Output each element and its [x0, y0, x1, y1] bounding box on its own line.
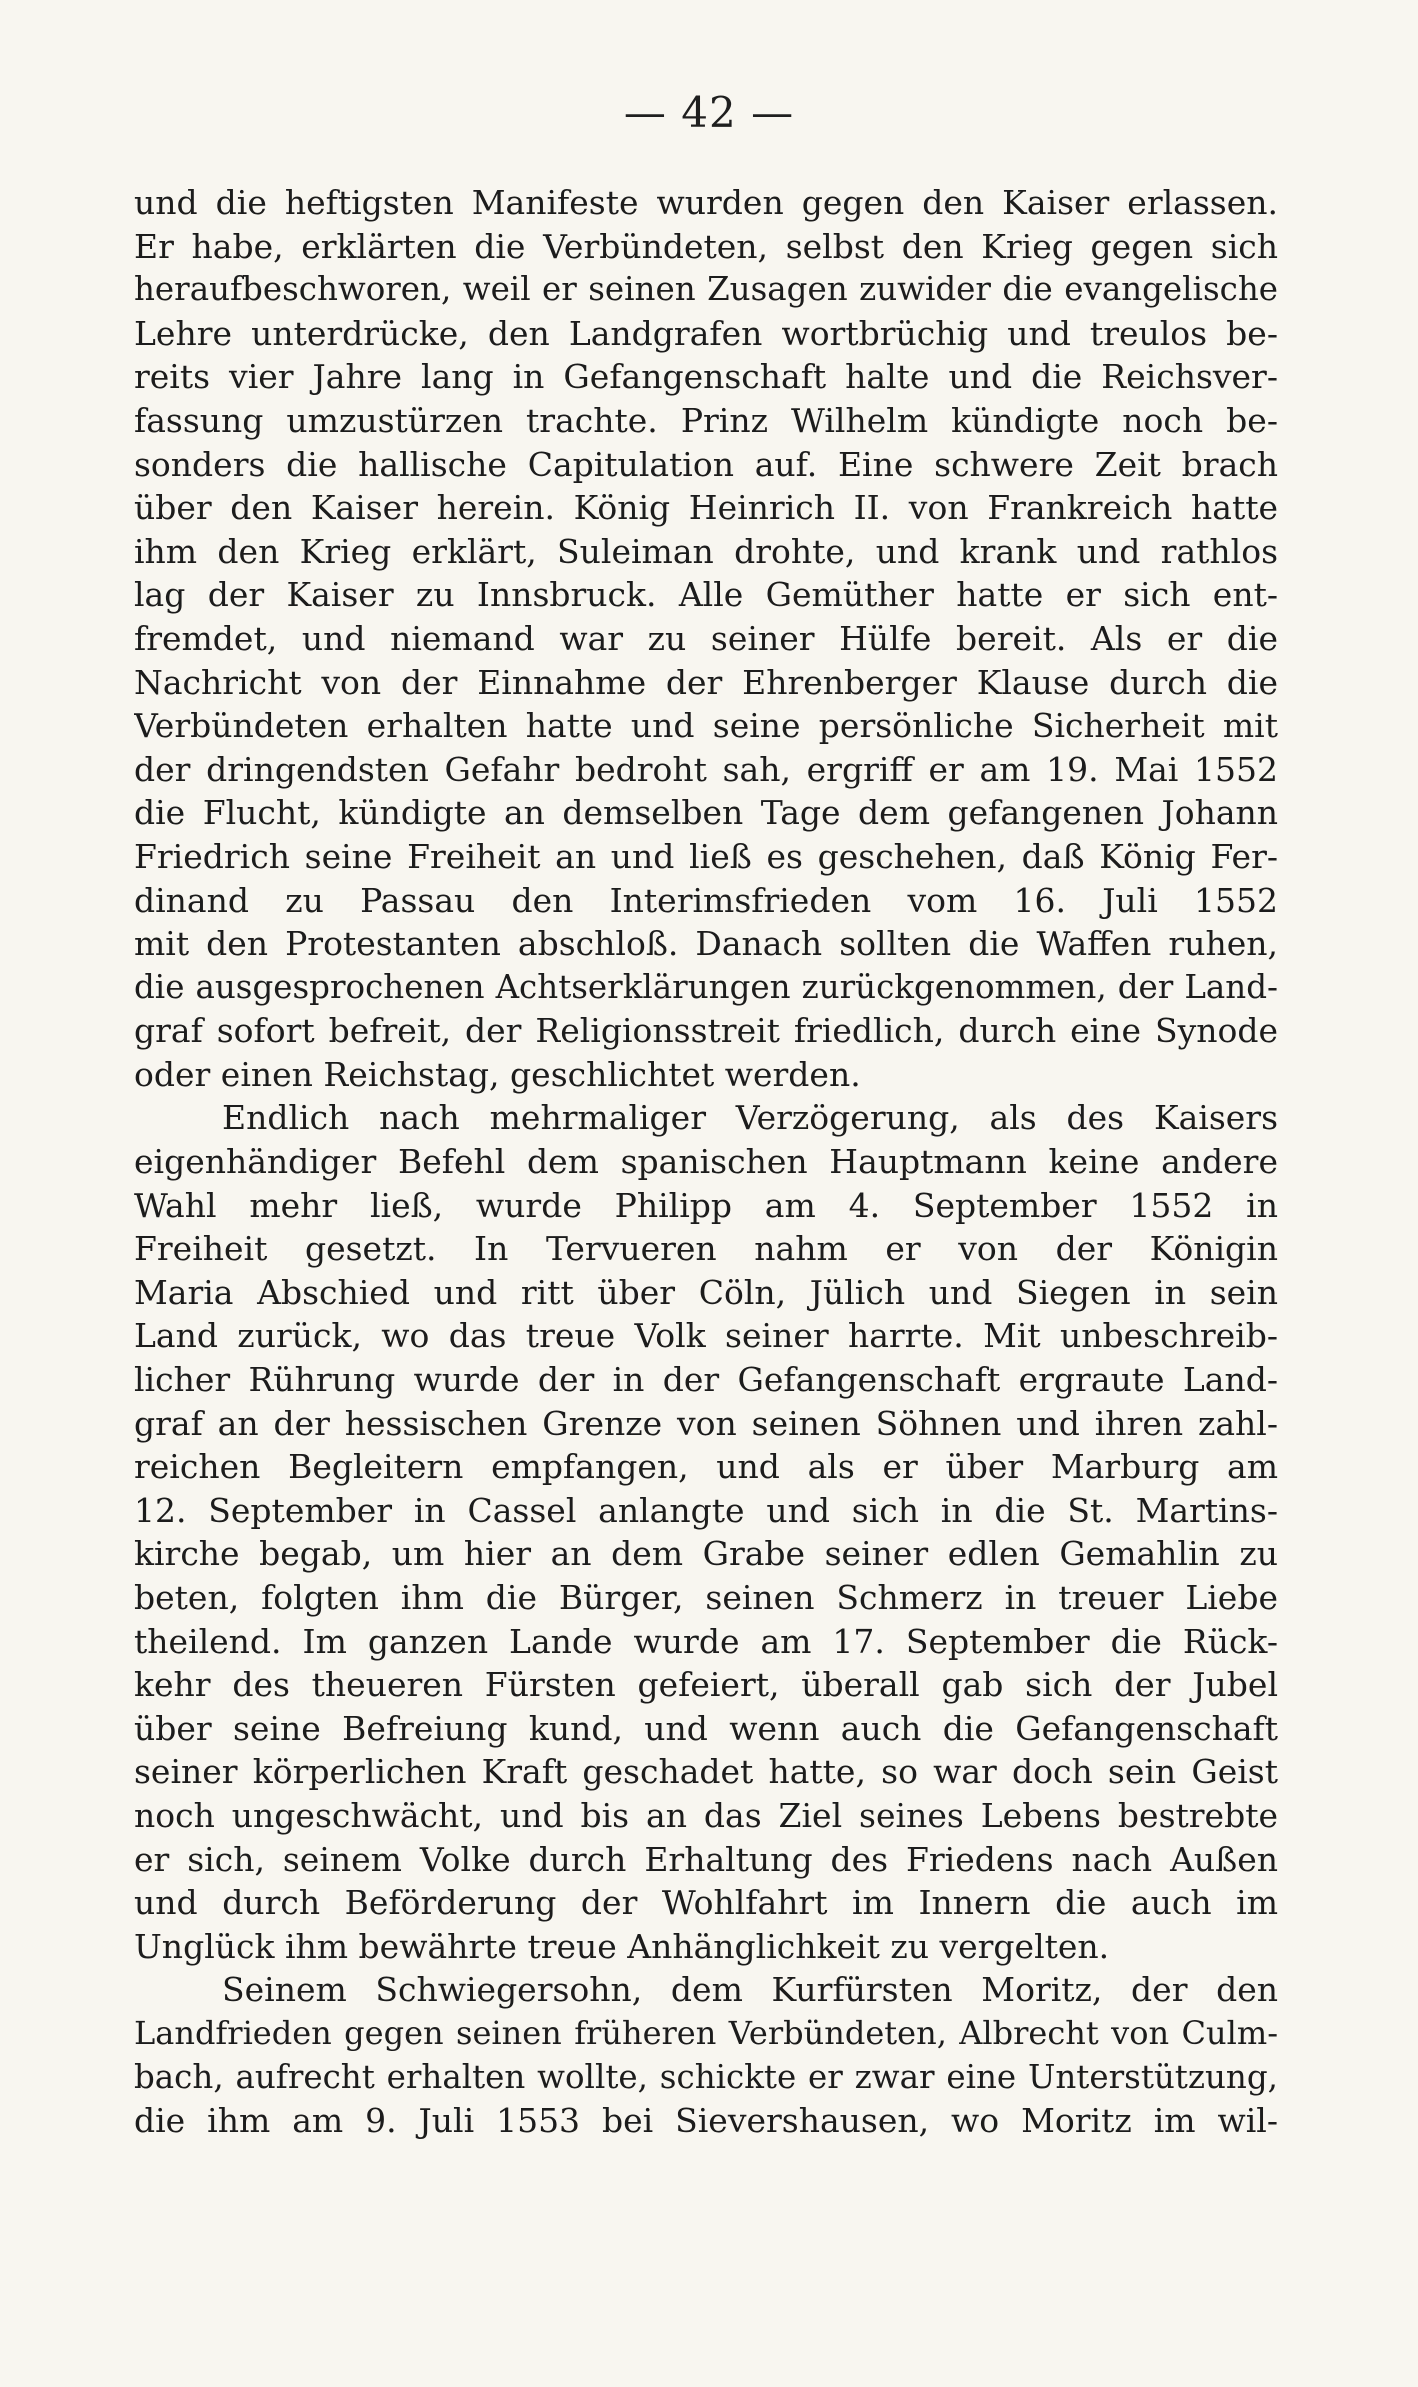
- text-line: fassung umzustürzen trachte. Prinz Wilhelm kündigte noch be-: [134, 400, 1278, 440]
- text-line: kehr des theueren Fürsten gefeiert, überall gab sich der Jubel: [134, 1665, 1278, 1705]
- text-line: lag der Kaiser zu Innsbruck. Alle Gemüther hatte er sich ent-: [134, 575, 1278, 615]
- text-line: Friedrich seine Freiheit an und ließ es geschehen, daß König Fer-: [134, 836, 1278, 876]
- text-line: beten, folgten ihm die Bürger, seinen Schmerz in treuer Liebe: [134, 1578, 1278, 1617]
- text-line: Lehre unterdrücke, den Landgrafen wortbrüchig und treulos be-: [134, 313, 1278, 353]
- text-line: der dringendsten Gefahr bedroht sah, ergriff er am 19. Mai 1552: [134, 749, 1278, 789]
- text-line: fremdet, und niemand war zu seiner Hülfe bereit. Als er die: [134, 618, 1278, 658]
- text-line: graf sofort befreit, der Religionsstreit friedlich, durch eine Synode: [134, 1011, 1278, 1051]
- text-line: mit den Protestanten abschloß. Danach sollten die Waffen ruhen,: [134, 924, 1278, 964]
- text-line: heraufbeschworen, weil er seinen Zusagen zuwider die evangelische: [134, 270, 1278, 309]
- text-line: und durch Beförderung der Wohlfahrt im Innern die auch im: [134, 1883, 1278, 1923]
- body-text: [134, 181, 1278, 2143]
- text-line: Er habe, erklärten die Verbündeten, selbst den Krieg gegen sich: [134, 226, 1278, 266]
- text-line: 12. September in Cassel anlangte und sich in die St. Martins-: [134, 1490, 1278, 1530]
- text-line: reits vier Jahre lang in Gefangenschaft halte und die Reichsver-: [134, 357, 1278, 397]
- text-line: graf an der hessischen Grenze von seinen Söhnen und ihren zahl-: [134, 1403, 1278, 1443]
- text-line: und die heftigsten Manifeste wurden gegen den Kaiser erlassen.: [134, 183, 1278, 222]
- text-line: Landfrieden gegen seinen früheren Verbündeten, Albrecht von Culm-: [134, 2013, 1278, 2052]
- text-line: bach, aufrecht erhalten wollte, schickte er zwar eine Unterstützung,: [134, 2057, 1278, 2096]
- text-line: Freiheit gesetzt. In Tervueren nahm er von der Königin: [134, 1229, 1278, 1269]
- text-line: über den Kaiser herein. König Heinrich II. von Frankreich hatte: [134, 488, 1278, 528]
- text-line: Wahl mehr ließ, wurde Philipp am 4. September 1552 in: [134, 1185, 1278, 1225]
- page-number: — 42 —: [623, 88, 795, 137]
- text-line: kirche begab, um hier an dem Grabe seiner edlen Gemahlin zu: [134, 1534, 1278, 1574]
- text-line: noch ungeschwächt, und bis an das Ziel seines Lebens bestrebte: [134, 1795, 1278, 1835]
- text-line: er sich, seinem Volke durch Erhaltung des Friedens nach Außen: [134, 1839, 1278, 1879]
- text-line: Verbündeten erhalten hatte und seine persönliche Sicherheit mit: [134, 706, 1278, 746]
- paragraph: [134, 1096, 1278, 1968]
- text-line: Seinem Schwiegersohn, dem Kurfürsten Moritz, der den: [222, 1970, 1278, 2010]
- text-line: reichen Begleitern empfangen, und als er über Marburg am: [134, 1447, 1278, 1487]
- text-line: dinand zu Passau den Interimsfrieden vom 16. Juli 1552: [134, 880, 1278, 920]
- text-line: die ausgesprochenen Achtserklärungen zurückgenommen, der Land-: [134, 967, 1278, 1006]
- text-line: seiner körperlichen Kraft geschadet hatte, so war doch sein Geist: [134, 1752, 1278, 1792]
- text-line: theilend. Im ganzen Lande wurde am 17. September die Rück-: [134, 1621, 1278, 1661]
- text-line: licher Rührung wurde der in der Gefangenschaft ergraute Land-: [134, 1360, 1278, 1400]
- text-line: oder einen Reichstag, geschlichtet werden.: [134, 1054, 861, 1094]
- text-line: sonders die hallische Capitulation auf. Eine schwere Zeit brach: [134, 444, 1278, 484]
- text-line: Endlich nach mehrmaliger Verzögerung, als des Kaisers: [222, 1098, 1278, 1138]
- text-line: Land zurück, wo das treue Volk seiner harrte. Mit unbeschreib-: [134, 1316, 1278, 1356]
- text-line: ihm den Krieg erklärt, Suleiman drohte, und krank und rathlos: [134, 531, 1278, 571]
- text-line: Maria Abschied und ritt über Cöln, Jülich und Siegen in sein: [134, 1272, 1278, 1312]
- text-line: die Flucht, kündigte an demselben Tage dem gefangenen Johann: [134, 793, 1278, 833]
- text-line: eigenhändiger Befehl dem spanischen Hauptmann keine andere: [134, 1142, 1278, 1182]
- text-line: Unglück ihm bewährte treue Anhänglichkeit zu vergelten.: [134, 1926, 1110, 1966]
- text-line: die ihm am 9. Juli 1553 bei Sievershausen, wo Moritz im wil-: [134, 2101, 1278, 2141]
- text-line: über seine Befreiung kund, und wenn auch die Gefangenschaft: [134, 1708, 1278, 1748]
- paragraph: [134, 181, 1278, 1096]
- paragraph: [134, 1968, 1278, 2142]
- text-line: Nachricht von der Einnahme der Ehrenberger Klause durch die: [134, 662, 1278, 702]
